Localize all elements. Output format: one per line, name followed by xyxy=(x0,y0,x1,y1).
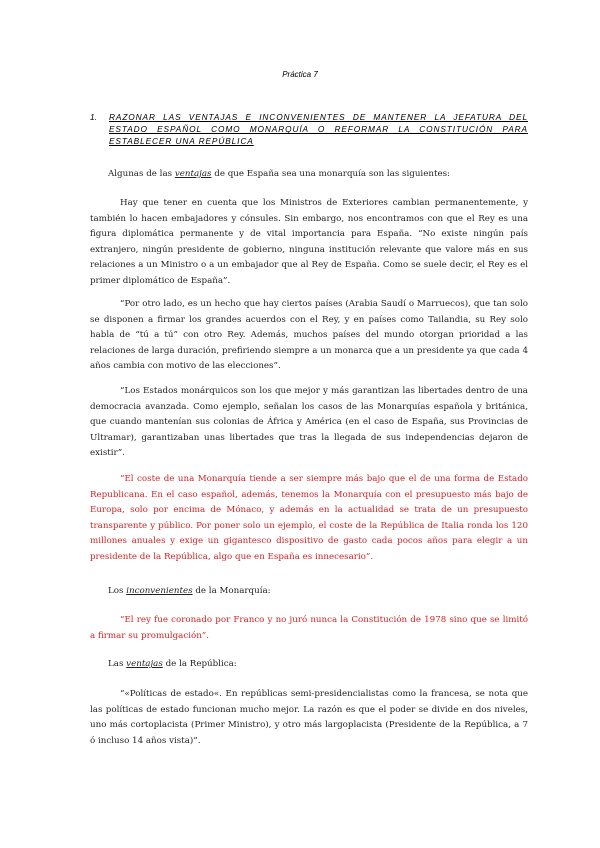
ventajas-intro xyxy=(108,167,528,183)
republica-intro-before: Las xyxy=(108,659,127,669)
paragraph-agreements: “Por otro lado, es un hecho que hay ciertos países (Arabia Saudí o Marruecos), que tan solo se disponen a firmar los grandes acuerdos con el Rey, y en países como Tailandia, su Rey solo habla de “tú a tú” con otro Rey. Además, muchos países del mundo otorgan prioridad a las relaciones de larga duración, prefiriendo siempre a un monarca que a un presidente ya que cada 4 años cambia con motivo de las elecciones”. xyxy=(90,299,528,372)
inconvenientes-intro xyxy=(108,584,528,600)
paragraph-cost-red: “El coste de una Monarquía tiende a ser siempre más bajo que el de una forma de Estado Republicana. En el caso español, además, tenemos la Monarquía con el presupuesto más bajo de Europa, solo por encima de Mónaco, y además en la actualidad se trata de un presupuesto transparente y público. Por poner solo un ejemplo, el coste de la República de Italia ronda los 120 millones anuales y exige un gigantesco dispositivo de gasto cada pocos años para elegir a un presidente de la República, algo que en España es innecesario”. xyxy=(90,474,528,562)
republica-intro-after: de la República: xyxy=(162,659,237,669)
republica-intro xyxy=(108,657,528,673)
heading-text: RAZONAR LAS VENTAJAS E INCONVENIENTES DE MANTENER LA JEFATURA DEL ESTADO ESPAÑOL COMO MONARQUÍA O REFORMAR LA CONSTITUCIÓN PARA ESTABLECER UNA REPÚBLICA xyxy=(109,112,528,147)
heading-number: 1. xyxy=(90,112,97,122)
ventajas-intro-after: de que España sea una monarquía son las siguientes: xyxy=(211,169,450,179)
inconvenientes-keyword: inconvenientes xyxy=(126,586,193,596)
page-title: Práctica 7 xyxy=(282,70,318,79)
paragraph-liberties: “Los Estados monárquicos son los que mejor y más garantizan las libertades dentro de una democracia avanzada. Como ejemplo, señalan los casos de las Monarquías española y británica, que cuando mantenían sus colonias de África y América (en el caso de España, sus Provincias de Ultramar), garantizaban unas libertades que tras la llegada de sus independencias dejaron de existir”. xyxy=(90,386,528,459)
inconvenientes-intro-before: Los xyxy=(108,586,127,596)
paragraph-diplomacy: Hay que tener en cuenta que los Ministros de Exteriores cambian permanentemente, y también lo hacen embajadores y cónsules. Sin embargo, nos encontramos con que el Rey es una figura diplomática permanente y de vital importancia para España. “No existe ningún país extranjero, ningún presidente de gobierno, ninguna institución relevante que valore más en sus relaciones a un Ministro o a un embajador que al Rey de España. Como se suele decir, el Rey es el primer diplomático de España”. xyxy=(90,198,528,286)
inconvenientes-intro-after: de la Monarquía: xyxy=(192,586,271,596)
ventajas-intro-before: Algunas de las xyxy=(108,169,175,179)
paragraph-state-policies: “«Políticas de estado«. En repúblicas semi-presidencialistas como la francesa, se nota que las políticas de estado funcionan mucho mejor. La razón es que el poder se divide en dos niveles, uno más cortoplacista (Primer Ministro), y otro más largoplacista (Presidente de la República, a 7 ó incluso 14 años vista)”. xyxy=(90,689,528,746)
quote-franco-red: “El rey fue coronado por Franco y no juró nunca la Constitución de 1978 sino que se limitó a firmar su promulgación”. xyxy=(90,615,528,641)
ventajas-keyword: ventajas xyxy=(174,169,212,179)
republica-keyword: ventajas xyxy=(126,659,163,669)
section-heading xyxy=(90,111,528,148)
